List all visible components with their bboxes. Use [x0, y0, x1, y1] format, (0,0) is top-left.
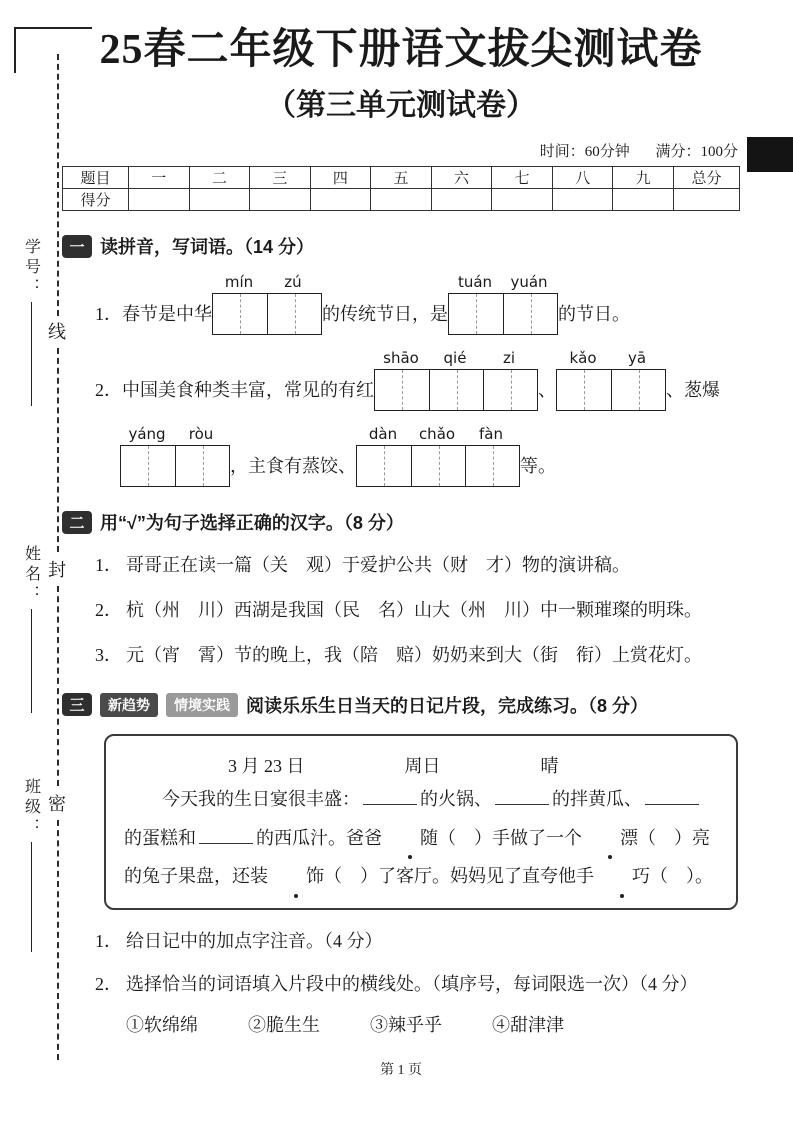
option-4: ④甜津津 — [492, 1015, 564, 1036]
seal-char-line: 线 — [48, 322, 66, 342]
dotted-character: 随 — [382, 819, 438, 858]
score-cell — [552, 189, 613, 211]
score-table-score-row — [63, 189, 740, 211]
seal-dashed-line — [57, 820, 59, 1060]
diary-weekday: 周日 — [404, 755, 441, 776]
pinyin-syllable: mín — [224, 273, 254, 292]
class-blank-line — [31, 842, 32, 952]
pinyin-syllable: qié — [443, 349, 467, 368]
diary-text-segment: （ ）。 — [650, 866, 713, 887]
pinyin-syllable: chǎo — [418, 425, 456, 444]
question-text: 选择恰当的词语填入片段中的横线处。（填序号，每词限选一次）（4 分） — [126, 974, 698, 995]
hanzi-writing-cell — [483, 370, 537, 410]
question-number: 2． — [95, 380, 122, 401]
word-options — [126, 1011, 740, 1037]
section-three-title: 阅读乐乐生日当天的日记片段，完成练习。（8 分） — [246, 695, 649, 716]
pinyin-syllable: tuán — [457, 273, 493, 292]
score-cell — [129, 189, 190, 211]
time-limit-label: 时间：60分钟 — [539, 144, 630, 161]
student-id-label: 学号： — [22, 238, 40, 298]
exam-meta — [62, 140, 740, 161]
seal-class-group — [20, 778, 42, 952]
pinyin-grid-minzu — [212, 273, 322, 335]
section-one-header — [62, 233, 740, 259]
pinyin-label-row — [556, 349, 666, 369]
question-text: ，主食有蒸饺、 — [230, 456, 356, 477]
question-2-2 — [95, 597, 740, 625]
seal-char-mi: 密 — [48, 794, 66, 814]
full-score-label: 满分：100分 — [655, 144, 738, 161]
hanzi-writing-cell — [465, 446, 519, 486]
seal-student-id-group — [20, 238, 42, 406]
pinyin-syllable: ròu — [188, 425, 214, 444]
pinyin-syllable: shāo — [383, 349, 419, 368]
hanzi-writing-cell — [411, 446, 465, 486]
writing-grid — [448, 293, 558, 335]
score-table-header-cell: 六 — [431, 167, 492, 189]
seal-dashed-line — [57, 54, 59, 316]
hanzi-writing-cell — [375, 370, 429, 410]
question-text: 杭（州 川）西湖是我国（民 名）山大（州 川）中一颗璀璨的明珠。 — [126, 600, 702, 621]
writing-grid — [120, 445, 230, 487]
pinyin-syllable: zú — [284, 273, 302, 292]
student-id-blank-line — [31, 302, 32, 406]
diary-date: 3 月 23 日 — [228, 755, 305, 776]
score-cell — [431, 189, 492, 211]
diary-blank-line — [645, 787, 699, 805]
diary-header — [124, 752, 718, 778]
score-cell — [371, 189, 432, 211]
pinyin-syllable: fàn — [479, 425, 503, 444]
seal-char-feng: 封 — [48, 560, 66, 580]
question-1-2-line-1 — [95, 349, 740, 411]
pinyin-syllable: dàn — [368, 425, 398, 444]
diary-text — [124, 780, 718, 896]
score-row-label: 得分 — [63, 189, 129, 211]
section-one-title: 读拼音，写词语。（14 分） — [100, 237, 315, 258]
dotted-character: 巧 — [594, 857, 650, 896]
question-3-2 — [95, 970, 740, 996]
question-text: 的节日。 — [558, 304, 630, 325]
question-3-1 — [95, 927, 740, 953]
score-cell — [250, 189, 311, 211]
diary-text-segment: 的西瓜汁。爸爸 — [256, 827, 382, 848]
pinyin-label-row — [212, 273, 322, 293]
hanzi-writing-cell — [503, 294, 557, 334]
score-cell — [492, 189, 553, 211]
diary-text-segment: 的蛋糕和 — [124, 827, 196, 848]
page-subtitle: （第三单元测试卷） — [266, 89, 536, 123]
question-1-2-line-2 — [120, 425, 740, 487]
question-2-3 — [95, 642, 740, 670]
writing-grid — [356, 445, 520, 487]
hanzi-writing-cell — [611, 370, 665, 410]
score-table-header-cell: 二 — [189, 167, 250, 189]
pinyin-label-row — [448, 273, 558, 293]
name-blank-line — [31, 609, 32, 713]
pinyin-label-row — [374, 349, 538, 369]
pinyin-grid-danchaofan — [356, 425, 520, 487]
page-title: 25春二年级下册语文拔尖测试卷 — [99, 27, 703, 73]
diary-text-segment: （ ）手做了一个 — [438, 827, 582, 848]
hanzi-writing-cell — [267, 294, 321, 334]
pinyin-grid-shaoqiezi — [374, 349, 538, 411]
option-1: ①软绵绵 — [126, 1015, 198, 1036]
seal-dashed-line — [57, 586, 59, 786]
pinyin-syllable: yáng — [128, 425, 166, 444]
diary-box — [104, 734, 738, 910]
question-number: 2． — [95, 600, 122, 621]
question-number: 1． — [95, 931, 122, 952]
section-two-title: 用“√”为句子选择正确的汉字。（8 分） — [100, 513, 404, 534]
situation-practice-badge: 情境实践 — [166, 693, 238, 717]
question-2-1 — [95, 552, 740, 580]
question-number: 3． — [95, 645, 122, 666]
question-text: 中国美食种类丰富，常见的有红 — [122, 380, 374, 401]
question-text: 的传统节日，是 — [322, 304, 448, 325]
pinyin-label-row — [120, 425, 230, 445]
hanzi-writing-cell — [557, 370, 611, 410]
section-one-marker: 一 — [62, 235, 92, 258]
diary-text-segment: （ ）了客厅。妈妈见了直夸他手 — [324, 866, 594, 887]
pinyin-label-row — [356, 425, 520, 445]
pinyin-syllable: kǎo — [569, 349, 597, 368]
section-three-header — [62, 692, 740, 718]
diary-blank-line — [495, 787, 549, 805]
question-text: 哥哥正在读一篇（关 观）于爱护公共（财 才）物的演讲稿。 — [126, 555, 630, 576]
hanzi-writing-cell — [175, 446, 229, 486]
score-table-header-cell: 三 — [250, 167, 311, 189]
score-table-header-cell: 四 — [310, 167, 371, 189]
score-table-header-cell: 八 — [552, 167, 613, 189]
section-three-marker: 三 — [62, 693, 92, 716]
pinyin-syllable: yā — [627, 349, 647, 368]
score-table-header-row — [63, 167, 740, 189]
score-table-header-cell: 一 — [129, 167, 190, 189]
question-text: 给日记中的加点字注音。（4 分） — [126, 931, 383, 952]
question-number: 1． — [95, 555, 122, 576]
section-two-marker: 二 — [62, 511, 92, 534]
score-cell — [613, 189, 674, 211]
diary-text-segment: 的火锅、 — [420, 788, 492, 809]
question-text: 等。 — [520, 456, 556, 477]
pinyin-grid-kaoya — [556, 349, 666, 411]
diary-blank-line — [363, 787, 417, 805]
score-table-header-cell: 总分 — [674, 167, 740, 189]
hanzi-writing-cell — [213, 294, 267, 334]
question-1-1 — [95, 273, 740, 335]
question-text: 元（宵 霄）节的晚上，我（陪 赔）奶奶来到大（街 衔）上赏花灯。 — [126, 645, 702, 666]
score-table-header-cell: 题目 — [63, 167, 129, 189]
seal-name-group — [20, 545, 42, 713]
score-table-header-cell: 七 — [492, 167, 553, 189]
dotted-character: 漂 — [582, 819, 638, 858]
score-table-header-cell: 九 — [613, 167, 674, 189]
question-text: 、葱爆 — [666, 380, 720, 401]
writing-grid — [212, 293, 322, 335]
question-number: 1． — [95, 304, 122, 325]
score-cell — [674, 189, 740, 211]
diary-text-segment: （ ）亮的兔子果盘，还装 — [124, 827, 710, 887]
binding-mark — [747, 137, 793, 172]
diary-text-segment: 今天我的生日宴很丰盛： — [162, 788, 360, 809]
option-2: ②脆生生 — [248, 1015, 320, 1036]
pinyin-grid-tuanyuan — [448, 273, 558, 335]
score-cell — [189, 189, 250, 211]
diary-text-segment: 的拌黄瓜、 — [552, 788, 642, 809]
section-two-header — [62, 509, 740, 535]
question-text: 、 — [538, 380, 556, 401]
dotted-character: 饰 — [268, 857, 324, 896]
question-number: 2． — [95, 974, 122, 995]
hanzi-writing-cell — [449, 294, 503, 334]
corner-mark-vertical — [14, 27, 16, 73]
new-trend-badge: 新趋势 — [100, 693, 158, 717]
pinyin-syllable: zi — [502, 349, 516, 368]
diary-weather: 晴 — [540, 755, 559, 776]
pinyin-syllable: yuán — [510, 273, 548, 292]
main-content — [62, 0, 740, 1079]
option-3: ③辣乎乎 — [370, 1015, 442, 1036]
score-table — [62, 166, 740, 211]
name-label: 姓名： — [22, 545, 40, 605]
score-cell — [310, 189, 371, 211]
writing-grid — [374, 369, 538, 411]
writing-grid — [556, 369, 666, 411]
class-label: 班级： — [22, 778, 40, 838]
hanzi-writing-cell — [429, 370, 483, 410]
score-table-header-cell: 五 — [371, 167, 432, 189]
page-number: 第 1 页 — [380, 1063, 422, 1079]
hanzi-writing-cell — [121, 446, 175, 486]
question-text: 春节是中华 — [122, 304, 212, 325]
hanzi-writing-cell — [357, 446, 411, 486]
diary-blank-line — [199, 826, 253, 844]
pinyin-grid-yangrou — [120, 425, 230, 487]
seal-dashed-line — [57, 348, 59, 552]
